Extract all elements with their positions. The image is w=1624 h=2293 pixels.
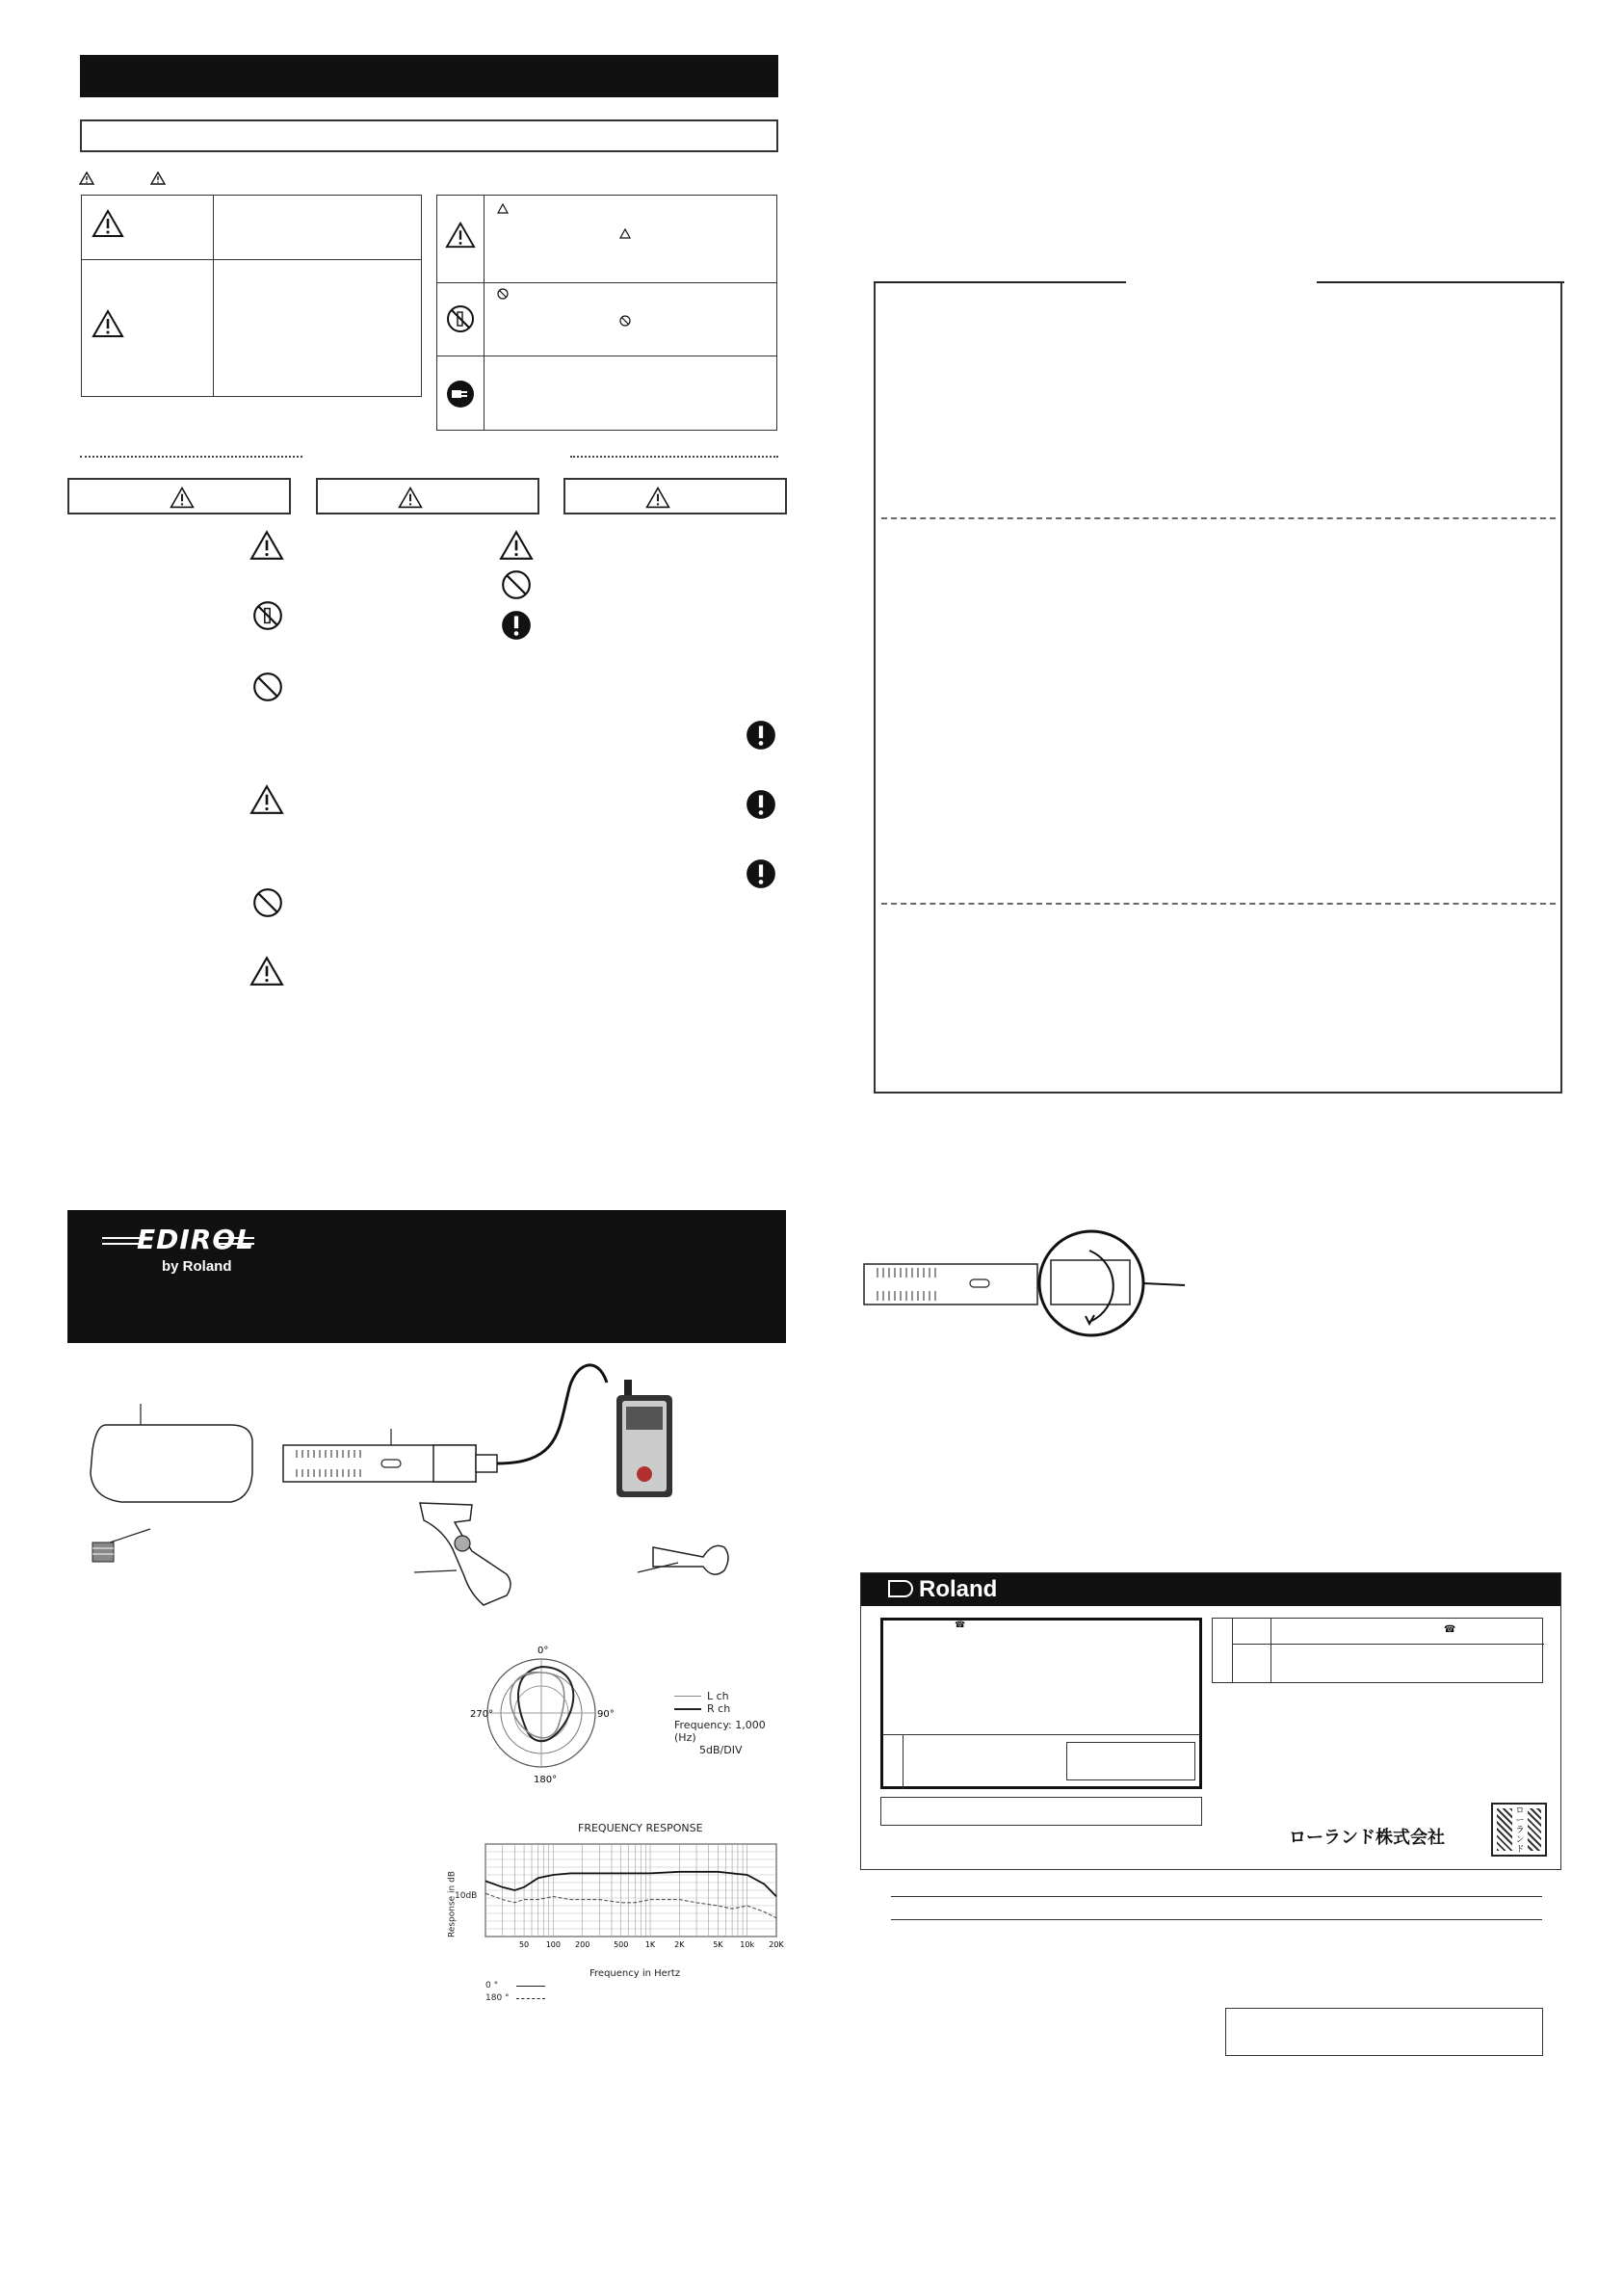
warning-triangle-icon (79, 171, 94, 185)
caution-triangle-icon (445, 221, 476, 250)
x-tick-label: 50 (518, 1940, 530, 1949)
chart-legend (482, 1980, 588, 2005)
small-triangle-icon (619, 228, 631, 239)
table-divider (213, 196, 214, 396)
table-divider (82, 259, 421, 260)
table-divider (437, 282, 776, 283)
chart-ylabel: Response in dB (447, 1870, 458, 1938)
warning-column-header (67, 478, 291, 514)
edirol-wordmark: EDIROL (137, 1224, 254, 1255)
phone-icon: ☎ (1444, 1624, 1456, 1635)
x-tick-label: 100 (545, 1940, 562, 1949)
x-tick-label: 5K (713, 1940, 723, 1949)
notice-box (874, 281, 1562, 1094)
mandatory-icon (745, 719, 777, 751)
x-tick-label: 200 (575, 1940, 590, 1949)
mandatory-icon (745, 788, 777, 821)
warranty-form-main (880, 1618, 1202, 1789)
warning-triangle-icon (398, 487, 423, 509)
polar-pattern-chart (451, 1644, 624, 1786)
table-divider (1232, 1644, 1544, 1645)
company-stamp (1491, 1803, 1547, 1857)
caution-column-header (563, 478, 787, 514)
legend-item-180deg (482, 1992, 588, 2005)
edirol-logo (102, 1224, 266, 1275)
prohibited-icon (251, 671, 284, 703)
small-prohibited-icon (497, 288, 509, 300)
polar-legend-r-text: R ch (707, 1702, 731, 1715)
x-tick-label: 2K (674, 1940, 685, 1949)
small-triangle-icon (497, 203, 509, 214)
form-field-box (1066, 1742, 1195, 1780)
polar-label-180: 180° (534, 1775, 558, 1785)
polar-label-90: 90° (597, 1709, 615, 1720)
edirol-header-bar (67, 1210, 786, 1343)
box-top-edge (874, 281, 1126, 283)
signal-word-table (81, 195, 422, 397)
prohibited-disassembly-icon (251, 599, 284, 632)
form-divider (903, 1734, 904, 1789)
roland-wordmark: Roland (919, 1576, 998, 1602)
bottom-right-box (1225, 2008, 1543, 2056)
rule-line (891, 1919, 1542, 1920)
company-stamp-text: ローランド (1512, 1806, 1528, 1855)
x-tick-label: 20K (769, 1940, 784, 1949)
frequency-response-chart (482, 1836, 784, 1952)
caution-triangle-icon (92, 309, 124, 338)
roland-logo-mark (888, 1580, 915, 1599)
polar-label-270: 270° (470, 1709, 494, 1720)
chart-xlabel: Frequency in Hertz (589, 1968, 681, 1979)
form-divider (883, 1734, 1199, 1735)
warranty-right-table (1212, 1618, 1543, 1683)
warranty-form-bottom-field (880, 1797, 1202, 1826)
x-tick-label: 500 (614, 1940, 629, 1949)
windscreen-illustration (87, 1402, 260, 1508)
mandatory-icon (500, 609, 533, 642)
small-prohibited-icon (619, 315, 631, 327)
mandatory-icon (745, 857, 777, 890)
caution-triangle-icon (499, 530, 534, 561)
polar-frequency: Frequency: 1,000 (Hz) (674, 1719, 766, 1744)
warning-triangle-icon (92, 209, 124, 238)
warning-triangle-icon (170, 487, 195, 509)
x-tick-label: 1K (644, 1940, 656, 1949)
chart-title: FREQUENCY RESPONSE (578, 1822, 703, 1834)
prohibited-icon (251, 886, 284, 919)
rule-line (891, 1896, 1542, 1897)
microphone-illustration (279, 1354, 616, 1498)
symbol-table (436, 195, 777, 431)
legend-0deg-text: 0 ° (485, 1981, 499, 1990)
accessory-part-illustration (87, 1527, 164, 1566)
polar-label-0: 0° (537, 1646, 549, 1656)
warning-column-header (316, 478, 539, 514)
grip-holder-illustration (414, 1501, 530, 1607)
legend-item-0deg (482, 1980, 588, 1992)
dashed-separator (881, 517, 1556, 519)
caution-triangle-icon (249, 530, 284, 561)
table-divider (1270, 1619, 1271, 1682)
roland-company-name: ローランド株式会社 (1289, 1828, 1445, 1848)
dashed-separator (881, 903, 1556, 905)
polar-scale: 5dB/DIV (699, 1744, 743, 1756)
polar-legend-l (674, 1690, 780, 1702)
box-top-edge (1317, 281, 1564, 283)
series-0deg-line (485, 1872, 776, 1897)
roland-header-bar (861, 1573, 1560, 1606)
dotted-separator (570, 456, 778, 458)
prohibited-disassembly-icon (445, 303, 476, 334)
prohibited-icon (500, 568, 533, 601)
by-roland: by Roland (162, 1258, 232, 1275)
phone-icon: ☎ (955, 1621, 966, 1630)
dotted-separator (80, 456, 302, 458)
caution-triangle-icon (645, 487, 670, 509)
chart-scale-marker: 10dB (455, 1891, 478, 1901)
caution-triangle-icon (150, 171, 166, 185)
recorder-illustration (615, 1380, 674, 1501)
caution-triangle-icon (249, 956, 284, 987)
polar-legend-r (674, 1702, 780, 1715)
roland-warranty-card (860, 1572, 1561, 1870)
polar-legend-l-text: L ch (707, 1690, 729, 1702)
safety-title-bar (80, 55, 778, 97)
mic-rotation-illustration (862, 1229, 1190, 1345)
unplug-icon (445, 379, 476, 409)
table-divider (1232, 1619, 1233, 1682)
table-divider (484, 196, 485, 430)
caution-triangle-icon (249, 784, 284, 815)
legend-180deg-text: 180 ° (485, 1993, 510, 2003)
x-tick-label: 10k (740, 1940, 755, 1949)
polar-legend (674, 1690, 780, 1756)
clip-illustration (636, 1528, 742, 1595)
safety-subtitle-box (80, 119, 778, 152)
